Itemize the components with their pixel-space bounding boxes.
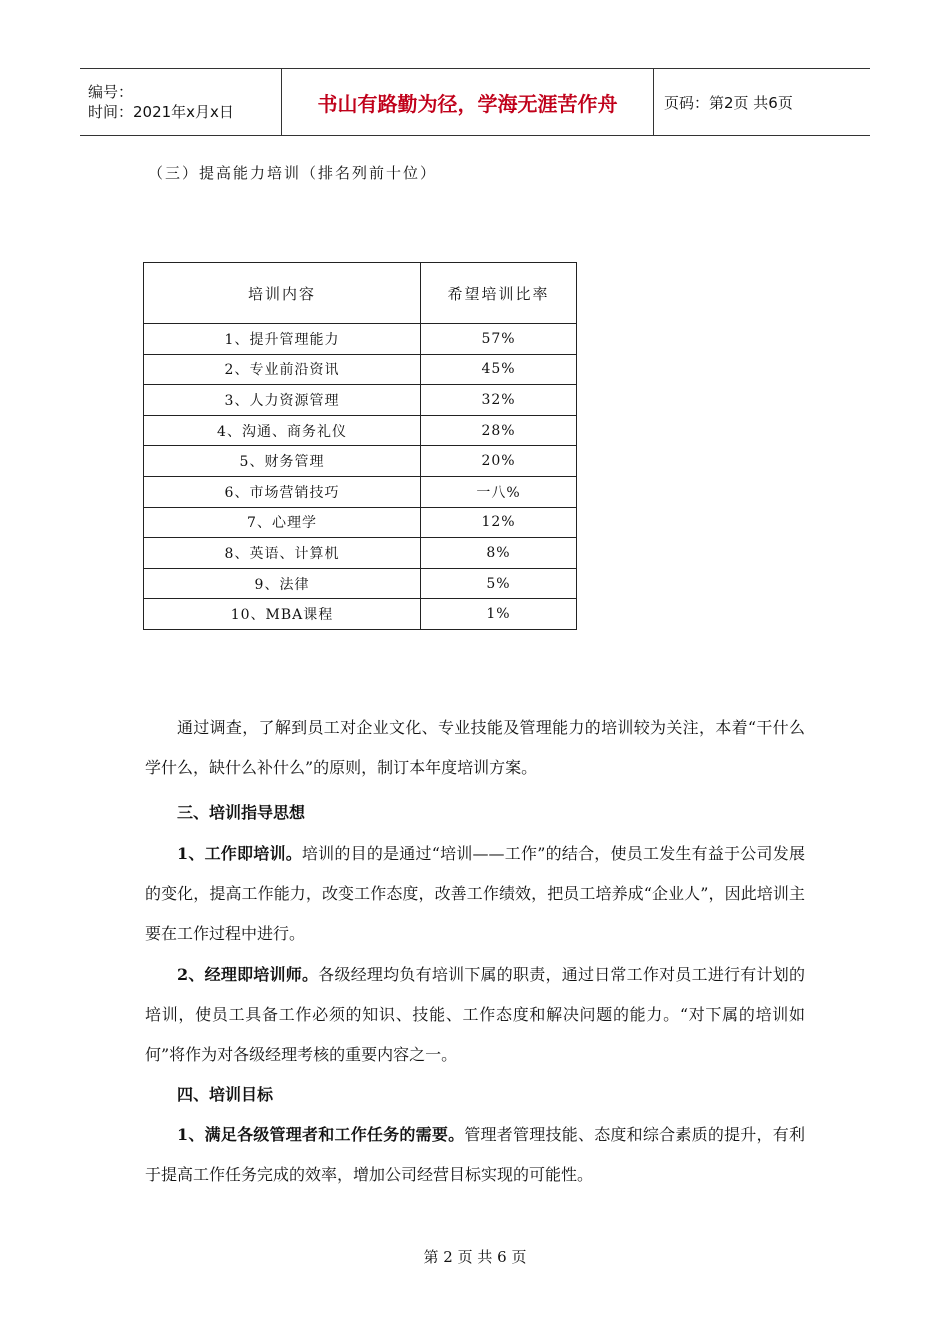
table-row (144, 599, 577, 630)
training-content-cell: 5、财务管理 (144, 446, 421, 477)
training-ranking-table (143, 262, 577, 630)
goal-1-body: 管理者管理技能、态度和综合素质的提升，有利于提高工作任务完成的效率，增加公司经营目标实现的可能性。 (145, 1125, 805, 1184)
principle-2-paragraph (145, 955, 805, 1075)
doc-number-label: 编号： (88, 83, 134, 101)
column-header-ratio: 希望培训比率 (421, 263, 577, 324)
header-motto: 书山有路勤为径，学海无涯苦作舟 (282, 69, 654, 135)
doc-date-label: 时间：2021年x月x日 (88, 103, 234, 121)
training-content-cell: 10、MBA课程 (144, 599, 421, 630)
training-content-cell: 2、专业前沿资讯 (144, 354, 421, 385)
training-ratio-cell: 32% (421, 385, 577, 416)
page-footer: 第 2 页 共 6 页 (423, 1248, 527, 1266)
table-row (144, 507, 577, 538)
goal-1-lead: 1、满足各级管理者和工作任务的需要。 (177, 1125, 465, 1144)
table-row (144, 385, 577, 416)
table-row (144, 324, 577, 355)
section-4-title: 四、培训目标 (177, 1085, 274, 1104)
goal-1-paragraph (145, 1115, 805, 1195)
training-ratio-cell: 12% (421, 507, 577, 538)
training-ratio-cell: 45% (421, 354, 577, 385)
table-row (144, 538, 577, 569)
training-content-cell: 7、心理学 (144, 507, 421, 538)
survey-paragraph: 通过调查，了解到员工对企业文化、专业技能及管理能力的培训较为关注，本着“干什么学什么，缺什么补什么”的原则，制订本年度培训方案。 (145, 718, 805, 777)
table-row (144, 415, 577, 446)
principle-2-body: 各级经理均负有培训下属的职责，通过日常工作对员工进行有计划的培训，使员工具备工作必须的知识、技能、工作态度和解决问题的能力。“对下属的培训如何”将作为对各级经理考核的重要内容之一。 (145, 965, 805, 1064)
table-row (144, 476, 577, 507)
column-header-content: 培训内容 (144, 263, 421, 324)
table-row (144, 446, 577, 477)
training-content-cell: 4、沟通、商务礼仪 (144, 415, 421, 446)
header-page-number: 页码：第2页 共6页 (664, 93, 793, 112)
principle-2-lead: 2、经理即培训师。 (177, 965, 319, 984)
training-ratio-cell: 57% (421, 324, 577, 355)
training-content-cell: 9、法律 (144, 568, 421, 599)
training-content-cell: 8、英语、计算机 (144, 538, 421, 569)
section-subheading: （三）提高能力培训（排名列前十位） (148, 164, 438, 182)
training-content-cell: 6、市场营销技巧 (144, 476, 421, 507)
table-row (144, 354, 577, 385)
training-content-cell: 1、提升管理能力 (144, 324, 421, 355)
header-meta (80, 69, 282, 135)
table-header-row (144, 263, 577, 324)
training-ratio-cell: 28% (421, 415, 577, 446)
principle-1-paragraph (145, 834, 805, 954)
training-ratio-cell: 20% (421, 446, 577, 477)
training-ratio-cell: 一八% (421, 476, 577, 507)
principle-1-body: 培训的目的是通过“培训——工作”的结合，使员工发生有益于公司发展的变化，提高工作能力，改变工作态度，改善工作绩效，把员工培养成“企业人”，因此培训主要在工作过程中进行。 (145, 844, 805, 943)
training-content-cell: 3、人力资源管理 (144, 385, 421, 416)
table-body (144, 324, 577, 630)
page-header (80, 68, 870, 136)
training-ratio-cell: 1% (421, 599, 577, 630)
section-3-title: 三、培训指导思想 (177, 803, 306, 822)
principle-1-lead: 1、工作即培训。 (177, 844, 302, 863)
training-ratio-cell: 8% (421, 538, 577, 569)
training-ratio-cell: 5% (421, 568, 577, 599)
table-row (144, 568, 577, 599)
